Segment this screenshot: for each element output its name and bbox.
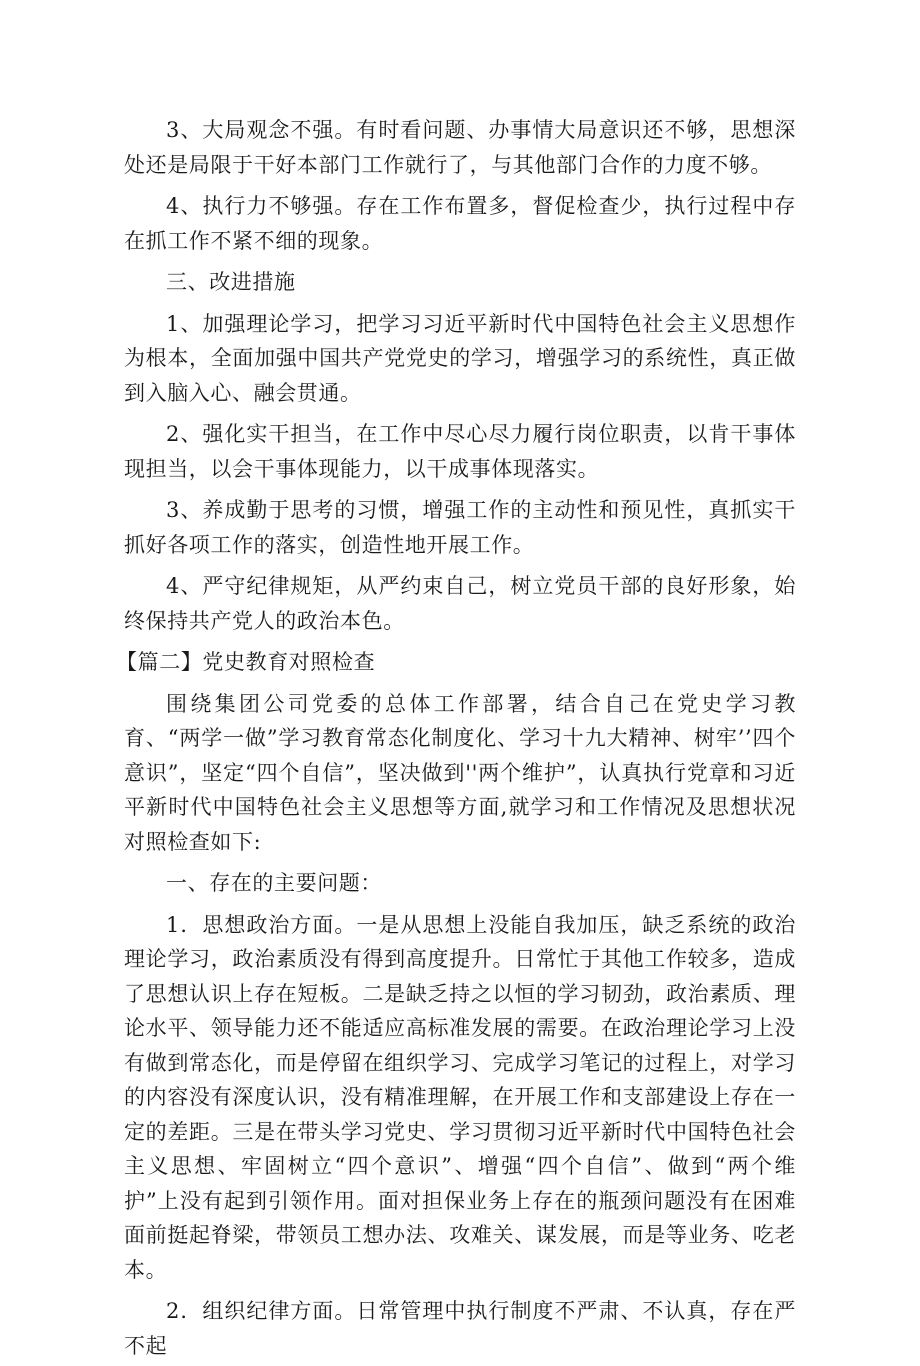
- paragraph-measure-4: 4、严守纪律规矩，从严约束自己，树立党员干部的良好形象，始终保持共产党人的政治本色。: [124, 574, 796, 633]
- paragraph-part-two-intro: 围绕集团公司党委的总体工作部署，结合自己在党史学习教育、“两学一做”学习教育常态化制度化、学习十九大精神、树牢’’四个意识”，坚定“四个自信”，坚决做到''两个维护”，认真执行党章和习近平新时代中国特色社会主义思想等方面,就学习和工作情况及思想状况对照检查如下:: [124, 691, 796, 854]
- paragraph-political-ideology: 1．思想政治方面。一是从思想上没能自我加压，缺乏系统的政治理论学习，政治素质没有得到高度提升。日常忙于其他工作较多，造成了思想认识上存在短板。二是缺乏持之以恒的学习韧劲，政治素质、理论水平、领导能力还不能适应高标准发展的需要。在政治理论学习上没有做到常态化，而是停留在组织学习、完成学习笔记的过程上，对学习的内容没有深度认识，没有精准理解，在开展工作和支部建设上存在一定的差距。三是在带头学习党史、学习贯彻习近平新时代中国特色社会主义思想、牢固树立“四个意识”、增强“四个自信”、做到“两个维护”上没有起到引领作用。面对担保业务上存在的瓶颈问题没有在困难面前挺起脊梁，带领员工想办法、攻难关、谋发展，而是等业务、吃老本。: [124, 912, 796, 1282]
- paragraph-measure-2: 2、强化实干担当，在工作中尽心尽力履行岗位职责，以肯干事体现担当，以会干事体现能力，以干成事体现落实。: [124, 422, 796, 481]
- paragraph-problem-4: 4、执行力不够强。存在工作布置多，督促检查少，执行过程中存在抓工作不紧不细的现象。: [124, 194, 796, 253]
- section-title-main-problems: 一、存在的主要问题：: [166, 871, 382, 895]
- paragraph-measure-1: 1、加强理论学习，把学习习近平新时代中国特色社会主义思想作为根本，全面加强中国共产党党史的学习，增强学习的系统性，真正做到入脑入心、融会贯通。: [124, 311, 796, 405]
- paragraph-problem-3: 3、大局观念不强。有时看问题、办事情大局意识还不够，思想深处还是局限于干好本部门工作就行了，与其他部门合作的力度不够。: [124, 118, 796, 177]
- paragraph-measure-3: 3、养成勤于思考的习惯，增强工作的主动性和预见性，真抓实干抓好各项工作的落实，创造性地开展工作。: [124, 498, 796, 557]
- paragraph-organizational-discipline: 2．组织纪律方面。日常管理中执行制度不严肃、不认真，存在严不起: [124, 1299, 796, 1358]
- document-body: [116, 113, 796, 1366]
- section-title-improvement-measures: 三、改进措施: [166, 270, 296, 294]
- part-two-title: 【篇二】党史教育对照检查: [116, 650, 376, 674]
